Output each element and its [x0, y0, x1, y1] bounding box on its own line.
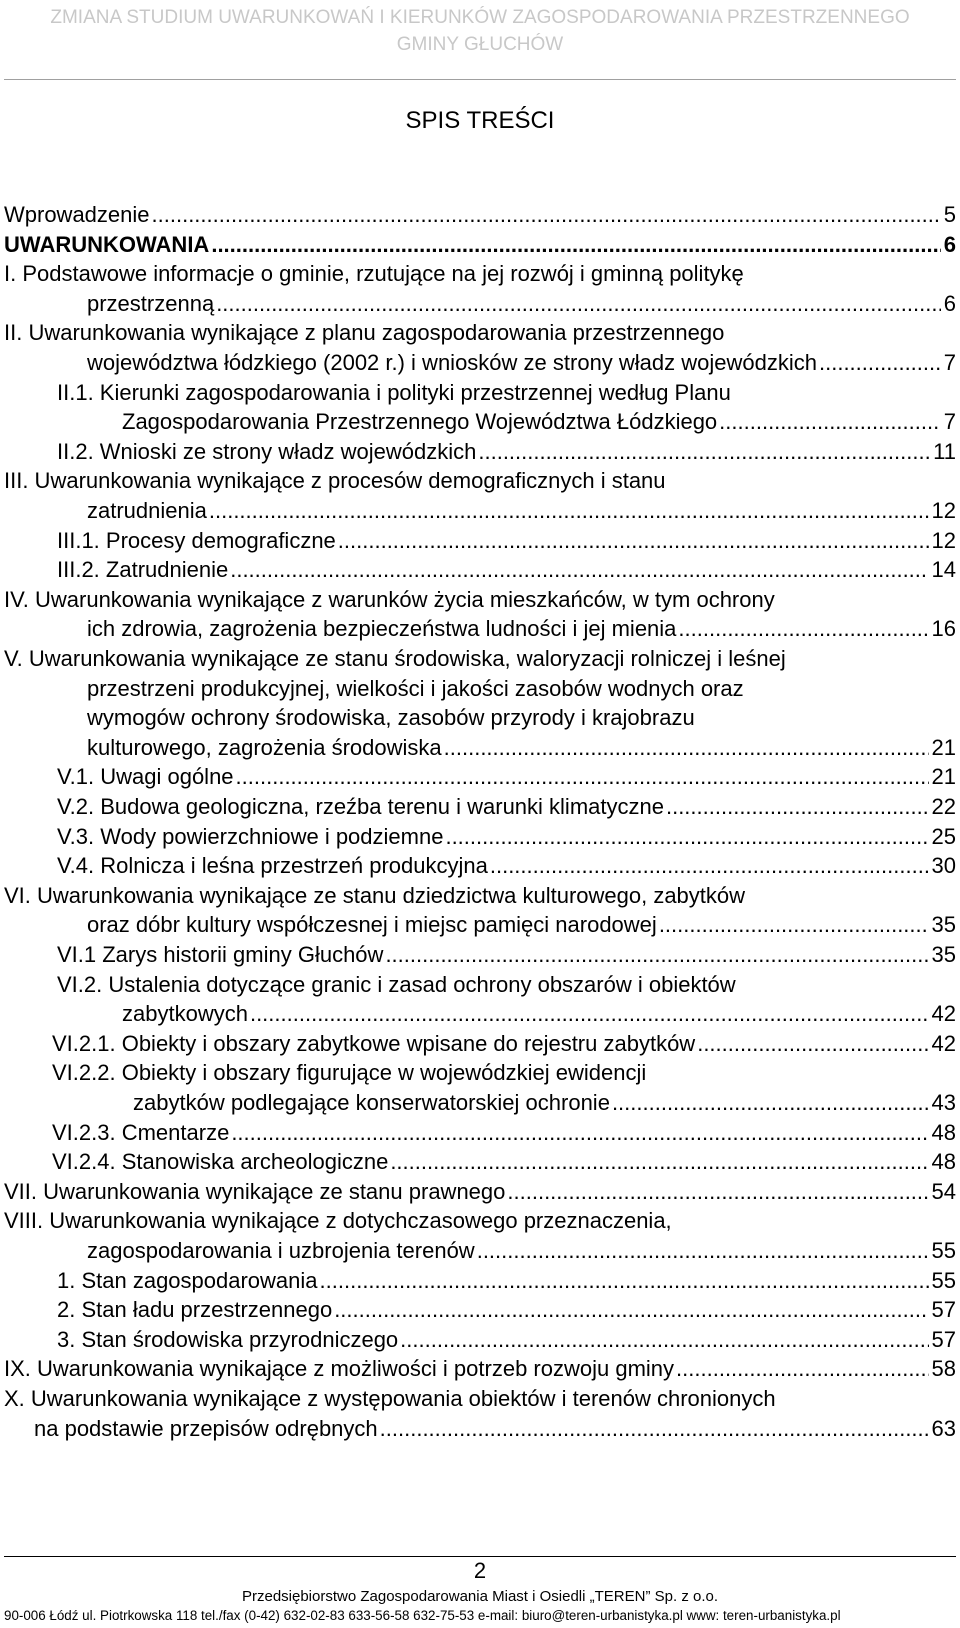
toc-entry-title: III.1. Procesy demograficzne [57, 527, 336, 553]
toc-dot-leader [209, 496, 929, 526]
toc-page-number: 12 [929, 496, 956, 526]
toc-entry-title: 1. Stan zagospodarowania [57, 1267, 318, 1293]
toc-entry-title: III. Uwarunkowania wynikające z procesów demograficznych i stanu [4, 468, 666, 494]
toc-page-number: 5 [941, 200, 956, 230]
toc-dot-leader [490, 851, 929, 881]
toc-entry-continuation [57, 970, 956, 1000]
toc-entry-title: III.2. Zatrudnienie [57, 557, 229, 583]
toc-entry-title: V.1. Uwagi ogólne [57, 764, 234, 790]
toc-entry-title: VI.1 Zarys historii gminy Głuchów [57, 942, 384, 967]
footer-address: 90-006 Łódź ul. Piotrkowska 118 tel./fax (0-42) 632-02-83 633-56-58 632-75-53 e-mail: biuro@teren-urbanistyka.pl www: teren-urbanistyka.pl [4, 1608, 841, 1623]
toc-entry [122, 407, 956, 437]
toc-entry-title: oraz dóbr kultury współczesnej i miejsc pamięci narodowej [87, 912, 657, 938]
toc-entry-title: VI.2.1. Obiekty i obszary zabytkowe wpisane do rejestru zabytków [52, 1030, 696, 1056]
toc-page-number: 63 [929, 1414, 956, 1444]
toc-entry-continuation [4, 318, 956, 348]
toc-title: SPIS TREŚCI [405, 107, 555, 134]
toc-entry [52, 1118, 956, 1148]
toc-page-number: 21 [929, 733, 956, 763]
toc-dot-leader [231, 1118, 928, 1148]
toc-dot-leader [697, 1029, 928, 1059]
toc-dot-leader [236, 762, 929, 792]
toc-entry-continuation [57, 378, 956, 408]
running-header-line-1: ZMIANA STUDIUM UWARUNKOWAŃ I KIERUNKÓW ZAGOSPODAROWANIA PRZESTRZENNEGO [50, 7, 910, 28]
toc-entry-title: V.3. Wody powierzchniowe i podziemne [57, 823, 444, 849]
toc-entry-title: zabytków podlegające konserwatorskiej ochronie [133, 1090, 610, 1115]
running-header-line-2: GMINY GŁUCHÓW [396, 34, 564, 55]
toc-entry [87, 733, 956, 763]
toc-entry [57, 762, 956, 792]
running-header [0, 4, 960, 58]
toc-entry [57, 555, 956, 585]
toc-page-number: 6 [941, 230, 956, 260]
toc-dot-leader [659, 910, 929, 940]
toc-dot-leader [444, 733, 929, 763]
header-rule [4, 79, 956, 80]
toc-dot-leader [320, 1266, 929, 1296]
toc-entry [4, 230, 956, 260]
toc-entry-title: na podstawie przepisów odrębnych [34, 1415, 378, 1441]
toc-entry-title: województwa łódzkiego (2002 r.) i wniosków ze strony władz wojewódzkich [87, 350, 817, 375]
toc-entry-continuation [4, 881, 956, 911]
toc-page-number: 43 [929, 1088, 956, 1118]
toc-entry-title: UWARUNKOWANIA [4, 231, 210, 257]
toc-dot-leader [385, 940, 928, 970]
toc-dot-leader [666, 792, 929, 822]
toc-entry-title: VI.2.4. Stanowiska archeologiczne [52, 1149, 389, 1175]
toc-dot-leader [477, 1236, 929, 1266]
toc-entry [87, 910, 956, 940]
toc-page-number: 14 [929, 555, 956, 585]
toc-dot-leader [819, 348, 941, 378]
toc-entry [34, 1414, 956, 1444]
toc-entry [133, 1088, 956, 1118]
toc-entry-title: VI.2. Ustalenia dotyczące granic i zasad ochrony obszarów i obiektów [57, 971, 736, 997]
toc-entry-title: zabytkowych [122, 1001, 248, 1027]
toc-dot-leader [334, 1295, 928, 1325]
toc-entry-title: V.4. Rolnicza i leśna przestrzeń produkcyjna [57, 853, 488, 879]
toc-page-number: 57 [929, 1295, 956, 1325]
toc-dot-leader [390, 1147, 928, 1177]
toc-dot-leader [678, 614, 928, 644]
toc-entry-title: Zagospodarowania Przestrzennego Województwa Łódzkiego [122, 409, 718, 435]
toc-entry-title: VI.2.2. Obiekty i obszary figurujące w wojewódzkiej ewidencji [52, 1060, 647, 1086]
toc-entry [87, 289, 956, 319]
toc-entry-title: VI.2.3. Cmentarze [52, 1119, 230, 1145]
toc-entry-title: kulturowego, zagrożenia środowiska [87, 734, 442, 760]
toc-entry-title: zatrudnienia [87, 498, 207, 523]
toc-dot-leader [445, 822, 928, 852]
toc-page-number: 42 [929, 999, 956, 1029]
toc-entry [52, 1029, 956, 1059]
toc-entry-title: II.1. Kierunki zagospodarowania i polityki przestrzennej według Planu [57, 379, 731, 405]
toc-dot-leader [612, 1088, 929, 1118]
toc-entry-title: VI. Uwarunkowania wynikające ze stanu dziedzictwa kulturowego, zabytków [4, 882, 746, 908]
toc-page-number: 57 [929, 1325, 956, 1355]
toc-dot-leader [478, 437, 930, 467]
toc-entry [122, 999, 956, 1029]
toc-entry-title: V.2. Budowa geologiczna, rzeźba terenu i warunki klimatyczne [57, 794, 664, 819]
toc-entry-continuation [4, 585, 956, 615]
toc-entry-title: Wprowadzenie [4, 202, 150, 227]
toc-page-number: 7 [941, 407, 956, 437]
toc-entry-title: IX. Uwarunkowania wynikające z możliwości i potrzeb rozwoju gminy [4, 1356, 675, 1382]
toc-entry-continuation [4, 1384, 956, 1414]
toc-entry-title: I. Podstawowe informacje o gminie, rzutujące na jej rozwój i gminną politykę [4, 261, 744, 287]
toc-entry [4, 1177, 956, 1207]
toc-page-number: 35 [929, 910, 956, 940]
toc-entry [57, 1295, 956, 1325]
toc-entry-title: przestrzeni produkcyjnej, wielkości i jakości zasobów wodnych oraz [87, 675, 744, 701]
toc-page-number: 48 [929, 1147, 956, 1177]
toc-entry [57, 792, 956, 822]
toc-entry [57, 526, 956, 556]
toc-dot-leader [152, 200, 941, 230]
footer-company: Przedsiębiorstwo Zagospodarowania Miast i Osiedli „TEREN” Sp. z o.o. [241, 1588, 719, 1605]
toc-entry-title: wymogów ochrony środowiska, zasobów przyrody i krajobrazu [87, 705, 695, 731]
toc-dot-leader [230, 555, 928, 585]
toc-entry-title: X. Uwarunkowania wynikające z występowania obiektów i terenów chronionych [4, 1386, 776, 1411]
page-number: 2 [473, 1558, 487, 1583]
toc-entry-continuation [87, 703, 956, 733]
toc-entry-title: 3. Stan środowiska przyrodniczego [57, 1326, 399, 1352]
toc-entry [57, 851, 956, 881]
toc-entry-title: IV. Uwarunkowania wynikające z warunków życia mieszkańców, w tym ochrony [4, 586, 775, 612]
toc-entry-continuation [4, 259, 956, 289]
toc-entry-title: V. Uwarunkowania wynikające ze stanu środowiska, waloryzacji rolniczej i leśnej [4, 646, 786, 671]
toc-entry [57, 940, 956, 970]
toc-page-number: 6 [941, 289, 956, 319]
toc-dot-leader [211, 230, 940, 260]
toc-entry [87, 496, 956, 526]
toc-entry [52, 1147, 956, 1177]
toc-entry-continuation [4, 644, 956, 674]
toc-page-number: 12 [929, 526, 956, 556]
toc-entry [87, 348, 956, 378]
toc-dot-leader [400, 1325, 928, 1355]
toc-entry-title: VII. Uwarunkowania wynikające ze stanu prawnego [4, 1178, 506, 1204]
toc-page-number: 42 [929, 1029, 956, 1059]
toc-page-number: 58 [929, 1354, 956, 1384]
toc-entry-title: ich zdrowia, zagrożenia bezpieczeństwa ludności i jej mienia [87, 616, 677, 642]
toc-page-number: 21 [929, 762, 956, 792]
toc-dot-leader [250, 999, 929, 1029]
toc-entry [57, 1325, 956, 1355]
toc-dot-leader [216, 289, 941, 319]
toc-entry-title: VIII. Uwarunkowania wynikające z dotychczasowego przeznaczenia, [4, 1208, 672, 1234]
toc-entry-title: II.2. Wnioski ze strony władz wojewódzkich [57, 438, 477, 464]
toc-entry-title: 2. Stan ładu przestrzennego [57, 1297, 333, 1323]
toc-page-number: 25 [929, 822, 956, 852]
toc-page-number: 48 [929, 1118, 956, 1148]
toc-dot-leader [338, 526, 929, 556]
toc-dot-leader [380, 1414, 929, 1444]
toc-entry-title: zagospodarowania i uzbrojenia terenów [87, 1238, 475, 1263]
toc-entry [4, 200, 956, 230]
toc-page-number: 55 [929, 1266, 956, 1296]
toc-entry-continuation [4, 466, 956, 496]
toc-page-number: 54 [929, 1177, 956, 1207]
toc-dot-leader [719, 407, 941, 437]
toc-entry [87, 614, 956, 644]
toc-entry-title: przestrzenną [87, 290, 215, 316]
toc-entry-title: II. Uwarunkowania wynikające z planu zagospodarowania przestrzennego [4, 320, 725, 346]
toc-entry [4, 1354, 956, 1384]
toc-entry [57, 822, 956, 852]
toc-entry [87, 1236, 956, 1266]
toc-page-number: 55 [929, 1236, 956, 1266]
toc-entry [57, 1266, 956, 1296]
toc-page-number: 22 [929, 792, 956, 822]
toc-dot-leader [507, 1177, 928, 1207]
toc-page-number: 7 [941, 348, 956, 378]
toc-entry-continuation [87, 674, 956, 704]
toc-page-number: 16 [929, 614, 956, 644]
toc-dot-leader [676, 1354, 928, 1384]
toc-entry [57, 437, 956, 467]
toc-page-number: 30 [929, 851, 956, 881]
toc-entry-continuation [4, 1206, 956, 1236]
toc-page-number: 11 [930, 437, 956, 467]
toc-page-number: 35 [929, 940, 956, 970]
toc-entry-continuation [52, 1058, 956, 1088]
